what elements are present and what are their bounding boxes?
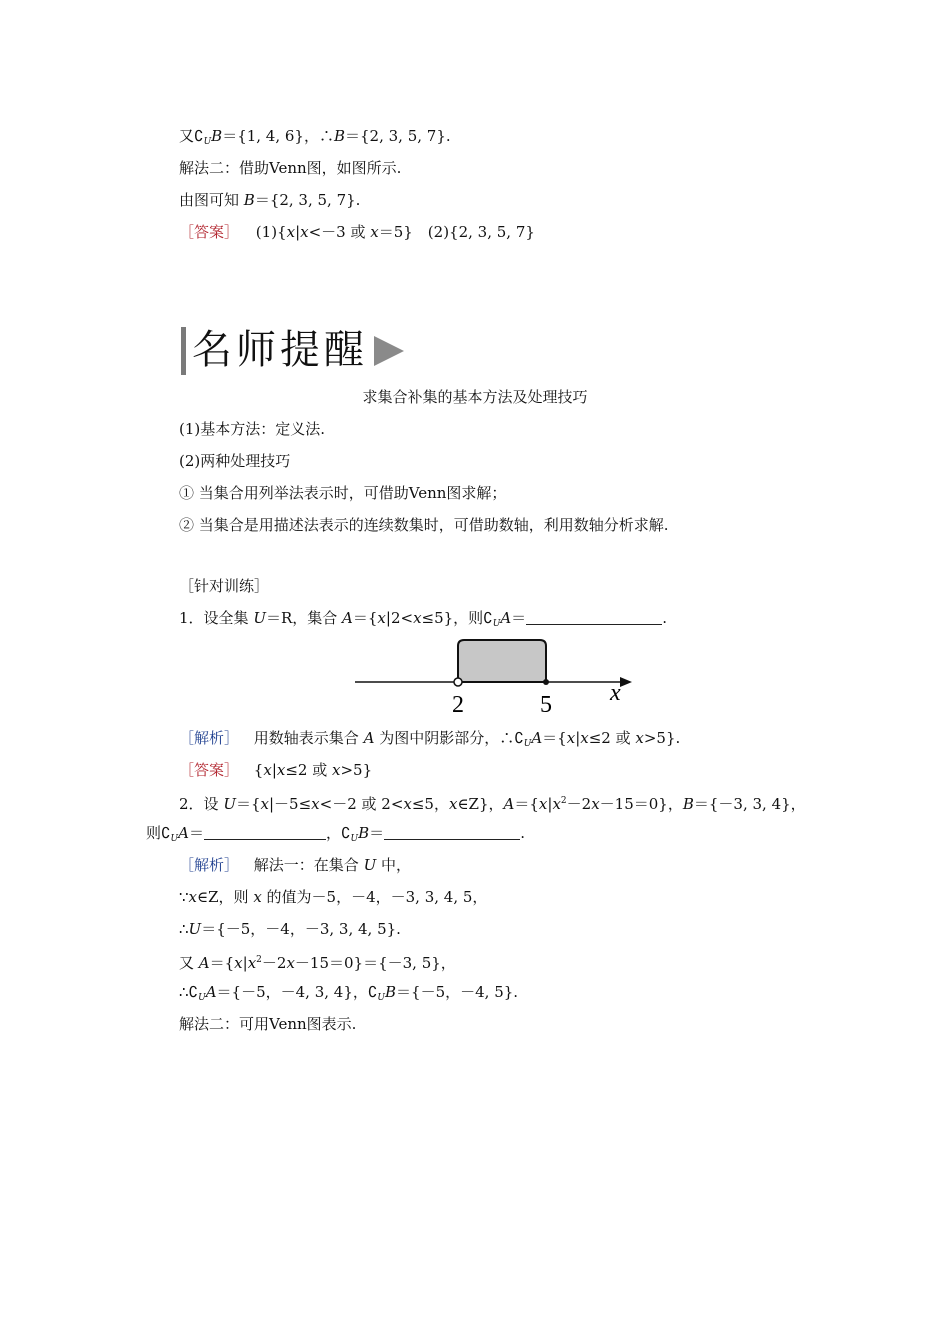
axis-label-x: x (610, 680, 621, 706)
q2-analysis-line-5: $\therefore∁_UA=\{-5$，－4, 3, 4}，$∁_UB=\{-5$，－4, 5}. (179, 983, 519, 1003)
shaded-interval (458, 640, 546, 682)
answer-tag: ［答案］ (179, 223, 240, 241)
q2-analysis-line-6: 解法二：可用Venn图表示. (179, 1015, 357, 1033)
axis-arrow-icon (620, 677, 632, 687)
analysis-tag: ［解析］ (179, 729, 240, 747)
q2-analysis-line-3: ∴U＝{－5，－4，－3, 3, 4, 5}. (179, 920, 401, 938)
answer-line: ［答案］ (1){x|x<－3 或 x＝5} (2){2, 3, 5, 7} (179, 223, 535, 241)
tip-line-3: ① 当集合用列举法表示时，可借助Venn图求解； (179, 484, 507, 502)
text-line-conclusion: 由图可知 B＝{2, 3, 5, 7}. (179, 191, 361, 209)
section-heading: 名师提醒 (192, 327, 368, 373)
answer-tag: ［答案］ (179, 761, 240, 779)
heading-bar (181, 327, 186, 375)
tip-line-4: ② 当集合是用描述法表示的连续数集时，可借助数轴，利用数轴分析求解. (179, 516, 669, 534)
answer-blank (526, 610, 662, 625)
q2-analysis-line-2: ∵x∈Z，则 x 的值为－5，－4，－3, 3, 4, 5， (179, 888, 488, 906)
question-2-line-2: 则$∁_UA=$ ，$∁_UB=$ . (146, 824, 525, 844)
q2-analysis-line-4: 又 $A=\{x|x^2-2x-15=0\}=\{-3$, 5}， (179, 954, 456, 972)
number-line-diagram (350, 636, 640, 718)
q1-analysis: ［解析］ 用数轴表示集合 A 为图中阴影部分，$\therefore∁_UA=\{x|x\le 2$ 或 x>5}. (179, 729, 681, 749)
open-endpoint (454, 678, 462, 686)
tick-label-2: 2 (452, 692, 464, 718)
text-line-complement-b: 又$∁_UB=\{1$, 4, 6}，∴B＝{2, 3, 5, 7}. (179, 127, 451, 147)
tip-line-1: (1)基本方法：定义法. (179, 420, 326, 438)
tip-line-2: (2)两种处理技巧 (179, 452, 291, 470)
question-2-line-1: 2．设 U＝{x|－5≤x<－2 或 2<x≤5，x∈Z}，$A=\{x|x^2-2x-15=0\}$，B＝{－3, 3, 4}， (179, 795, 806, 813)
training-label: ［针对训练］ (179, 577, 270, 595)
answer-blank (384, 825, 520, 840)
question-1: 1．设全集 U＝R，集合 A＝{x|2<x≤5}，则$∁_UA=$ . (179, 609, 667, 629)
tick-label-5: 5 (540, 692, 552, 718)
analysis-tag: ［解析］ (179, 856, 240, 874)
heading-arrow-icon (372, 334, 406, 368)
section-subtitle: 求集合补集的基本方法及处理技巧 (362, 388, 588, 406)
closed-endpoint (543, 679, 549, 685)
answer-blank (204, 825, 326, 840)
text-line-method-two: 解法二：借助Venn图，如图所示. (179, 159, 402, 177)
q1-answer: ［答案］ {x|x≤2 或 x>5} (179, 761, 373, 779)
q2-analysis-line-1: ［解析］ 解法一：在集合 U 中， (179, 856, 412, 874)
